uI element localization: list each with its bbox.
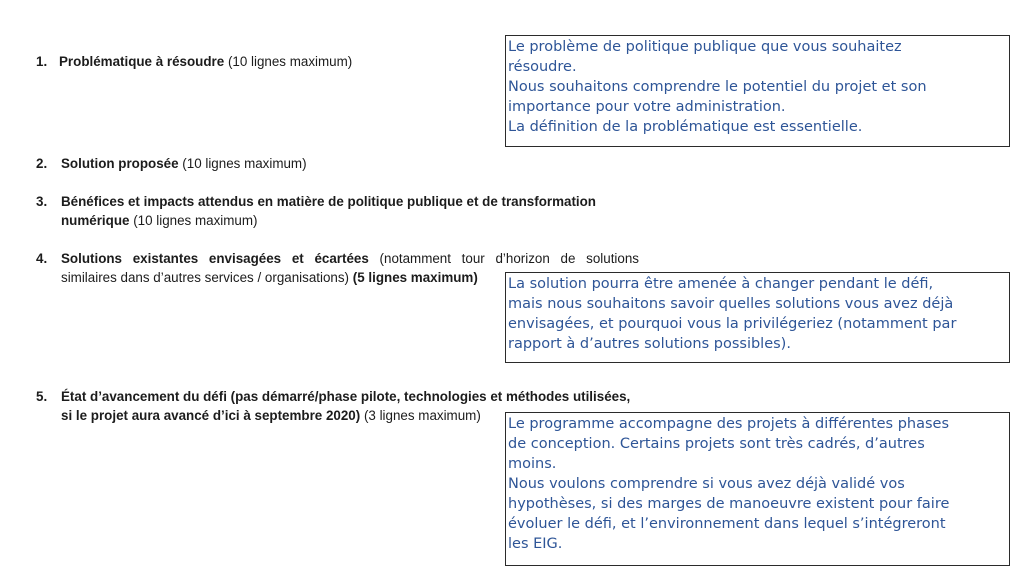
guidance-note-2-line: rapport à d’autres solutions possibles). bbox=[508, 336, 791, 352]
question-4-detail-line2: similaires dans d’autres services / organisations) bbox=[61, 270, 350, 285]
guidance-note-1-line: résoudre. bbox=[508, 59, 577, 75]
guidance-note-3-line: hypothèses, si des marges de manoeuvre existent pour faire bbox=[508, 496, 950, 512]
guidance-note-3-line: de conception. Certains projets sont très cadrés, d’autres bbox=[508, 436, 925, 452]
guidance-note-2-line: envisagées, et pourquoi vous la privilégeriez (notamment par bbox=[508, 316, 957, 332]
question-5-limit: (3 lignes maximum) bbox=[363, 408, 481, 423]
guidance-note-2-line: mais nous souhaitons savoir quelles solutions vous avez déjà bbox=[508, 296, 954, 312]
question-4-title: Solutions existantes envisagées et écartées bbox=[61, 251, 369, 266]
guidance-note-3-line: Nous voulons comprendre si vous avez déjà validé vos bbox=[508, 476, 905, 492]
question-1-number: 1. bbox=[36, 54, 48, 69]
guidance-note-3-line: évoluer le défi, et l’environnement dans lequel s’intégreront bbox=[508, 516, 946, 532]
guidance-note-1-line: importance pour votre administration. bbox=[508, 99, 786, 115]
question-4-number: 4. bbox=[36, 251, 48, 266]
question-5-title-line2: si le projet aura avancé d’ici à septembre 2020) bbox=[61, 408, 361, 423]
guidance-note-3-line: moins. bbox=[508, 456, 557, 472]
question-1-title: Problématique à résoudre bbox=[59, 54, 225, 69]
question-3-number: 3. bbox=[36, 194, 48, 209]
guidance-note-1-line: Le problème de politique publique que vous souhaitez bbox=[508, 39, 902, 55]
question-3-limit: (10 lignes maximum) bbox=[133, 213, 258, 228]
question-2-title: Solution proposée bbox=[61, 156, 179, 171]
question-4-detail-line1: (notamment tour d’horizon de solutions bbox=[379, 251, 639, 266]
guidance-note-2 bbox=[505, 272, 1010, 363]
question-5-number: 5. bbox=[36, 389, 48, 404]
question-4-limit: (5 lignes maximum) bbox=[352, 270, 478, 285]
guidance-note-3-line: les EIG. bbox=[508, 536, 563, 552]
question-2-limit: (10 lignes maximum) bbox=[182, 156, 307, 171]
question-3-title-line2: numérique bbox=[61, 213, 130, 228]
question-3-title-line1: Bénéfices et impacts attendus en matière de politique publique et de transformation bbox=[61, 194, 596, 209]
guidance-note-1-line: La définition de la problématique est essentielle. bbox=[508, 119, 863, 135]
guidance-note-3-line: Le programme accompagne des projets à différentes phases bbox=[508, 416, 950, 432]
guidance-note-2-line: La solution pourra être amenée à changer pendant le défi, bbox=[508, 276, 934, 292]
question-2-number: 2. bbox=[36, 156, 48, 171]
question-1-limit: (10 lignes maximum) bbox=[227, 54, 353, 69]
guidance-note-1-line: Nous souhaitons comprendre le potentiel du projet et son bbox=[508, 79, 927, 95]
guidance-note-1 bbox=[505, 35, 1010, 147]
question-5-title-line1: État d’avancement du défi (pas démarré/phase pilote, technologies et méthodes utilisées, bbox=[61, 389, 631, 404]
guidance-note-3 bbox=[505, 412, 1010, 566]
